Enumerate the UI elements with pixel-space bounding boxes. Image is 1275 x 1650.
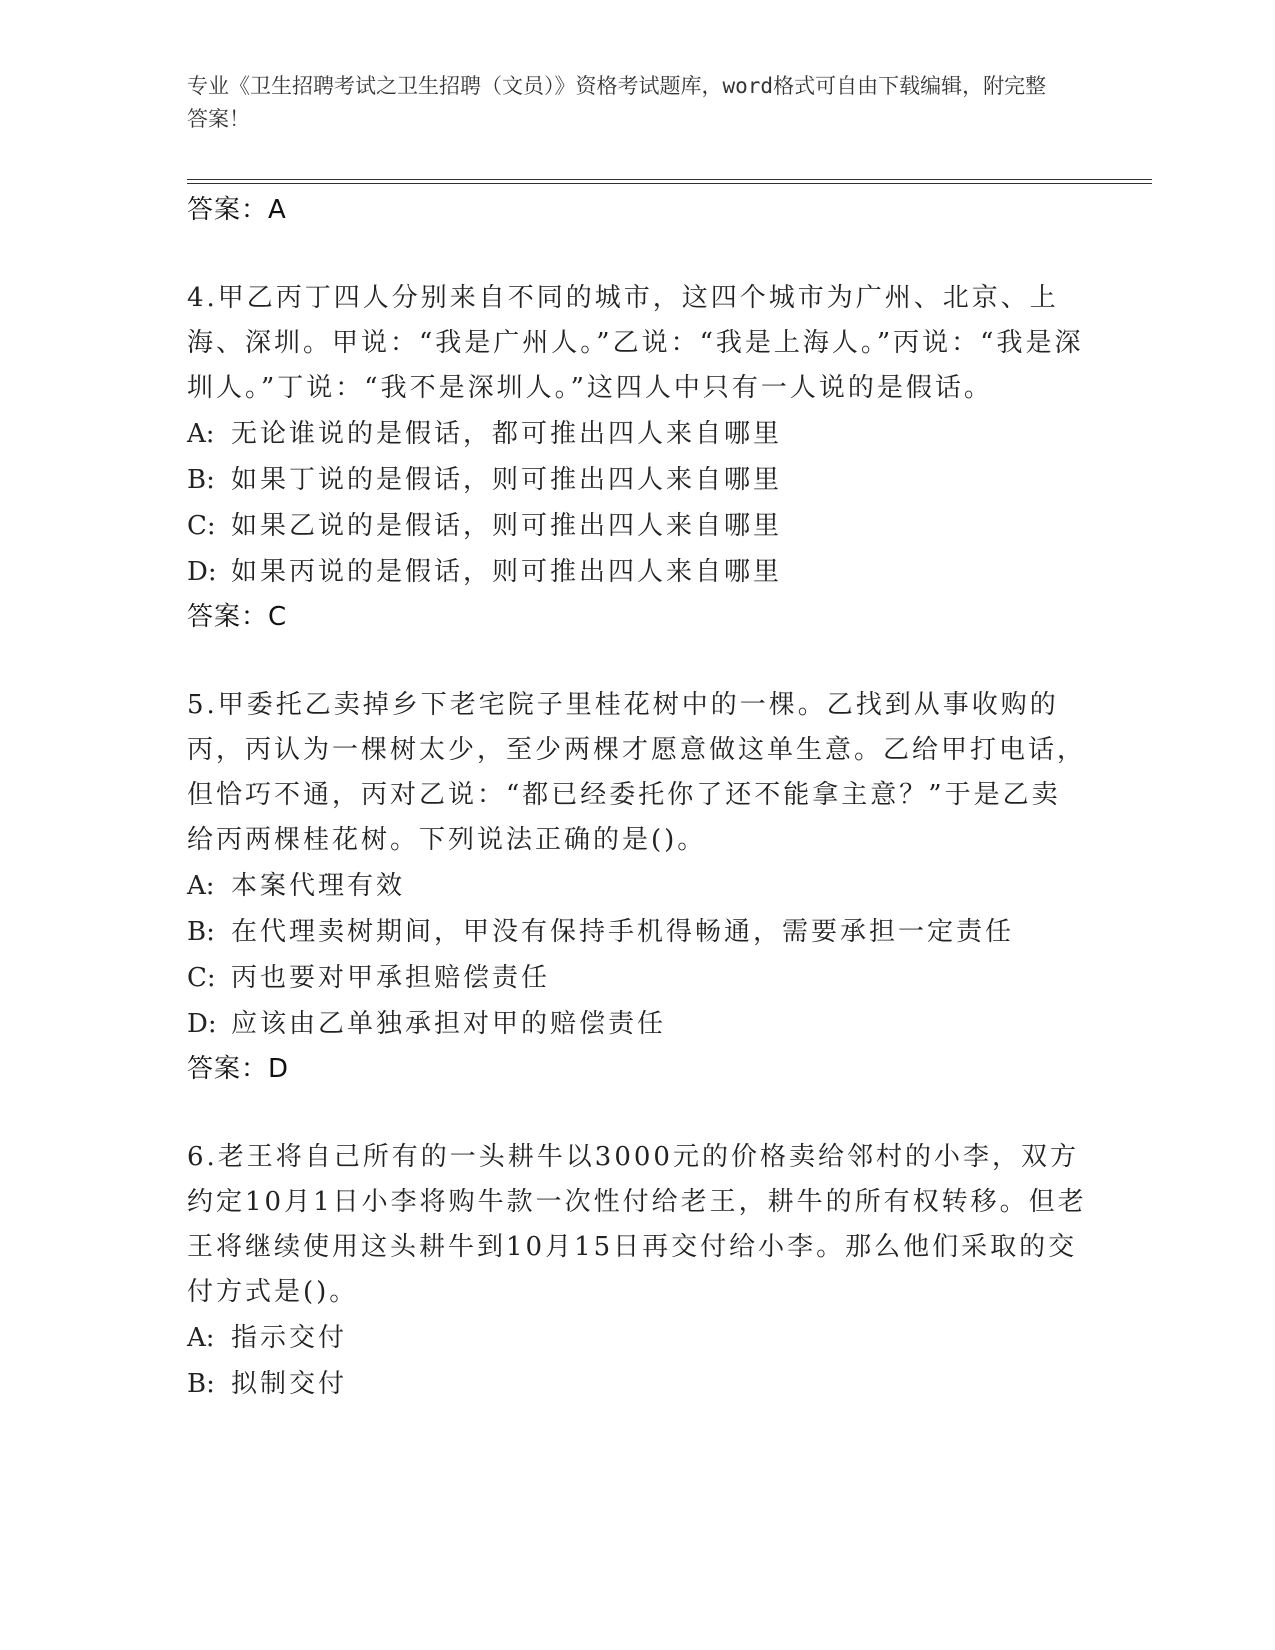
option-key: A:	[187, 419, 215, 449]
header-divider-top	[187, 179, 1152, 180]
option-key: D:	[187, 557, 217, 587]
question-text: 6.老王将自己所有的一头耕牛以3000元的价格卖给邻村的小李，双方约定10月1日小李将购牛款一次性付给老王，耕牛的所有权转移。但老王将继续使用这头耕牛到10月15日再交付给小李。那么他们采取的交付方式是()。	[187, 1142, 1087, 1307]
question-6	[187, 1135, 1087, 1407]
option-a	[187, 863, 1087, 909]
option-text: 在代理卖树期间，甲没有保持手机得畅通，需要承担一定责任	[231, 917, 1015, 947]
option-key: B:	[187, 1369, 215, 1399]
option-b	[187, 457, 1087, 503]
option-key: B:	[187, 465, 215, 495]
option-key: A:	[187, 871, 215, 901]
option-text: 如果乙说的是假话，则可推出四人来自哪里	[231, 511, 783, 541]
option-text: 如果丙说的是假话，则可推出四人来自哪里	[231, 557, 783, 587]
option-key: C:	[187, 963, 216, 993]
option-text: 拟制交付	[231, 1369, 348, 1399]
option-key: D:	[187, 1009, 217, 1039]
option-a	[187, 1315, 1087, 1361]
option-d	[187, 549, 1087, 595]
option-b	[187, 1361, 1087, 1407]
option-c	[187, 955, 1087, 1001]
option-key: A:	[187, 1323, 215, 1353]
option-c	[187, 503, 1087, 549]
option-d	[187, 1001, 1087, 1047]
option-text: 指示交付	[231, 1323, 348, 1353]
answer-label: 答案：C	[187, 602, 288, 632]
option-key: B:	[187, 917, 215, 947]
option-text: 无论谁说的是假话，都可推出四人来自哪里	[231, 419, 783, 449]
option-key: C:	[187, 511, 216, 541]
option-text: 丙也要对甲承担赔偿责任	[231, 963, 551, 993]
document-header: 专业《卫生招聘考试之卫生招聘（文员）》资格考试题库，word格式可自由下载编辑，附完整答案！	[187, 74, 1047, 131]
header-divider-bottom	[187, 183, 1152, 184]
answer-label: 答案：A	[187, 195, 287, 225]
question-text: 4.甲乙丙丁四人分别来自不同的城市，这四个城市为广州、北京、上海、深圳。甲说：“我是广州人。”乙说：“我是上海人。”丙说：“我是深圳人。”丁说：“我不是深圳人。”这四人中只有一人说的是假话。	[187, 283, 1084, 403]
option-text: 本案代理有效	[231, 871, 406, 901]
question-4	[187, 276, 1087, 640]
question-text: 5.甲委托乙卖掉乡下老宅院子里桂花树中的一棵。乙找到从事收购的丙，丙认为一棵树太少，至少两棵才愿意做这单生意。乙给甲打电话，但恰巧不通，丙对乙说：“都已经委托你了还不能拿主意？”于是乙卖给丙两棵桂花树。下列说法正确的是()。	[187, 690, 1087, 855]
option-text: 如果丁说的是假话，则可推出四人来自哪里	[231, 465, 783, 495]
question-5	[187, 683, 1087, 1092]
option-b	[187, 909, 1087, 955]
option-text: 应该由乙单独承担对甲的赔偿责任	[231, 1009, 667, 1039]
option-a	[187, 411, 1087, 457]
answer-label: 答案：D	[187, 1054, 290, 1084]
question-list	[187, 188, 1087, 1407]
